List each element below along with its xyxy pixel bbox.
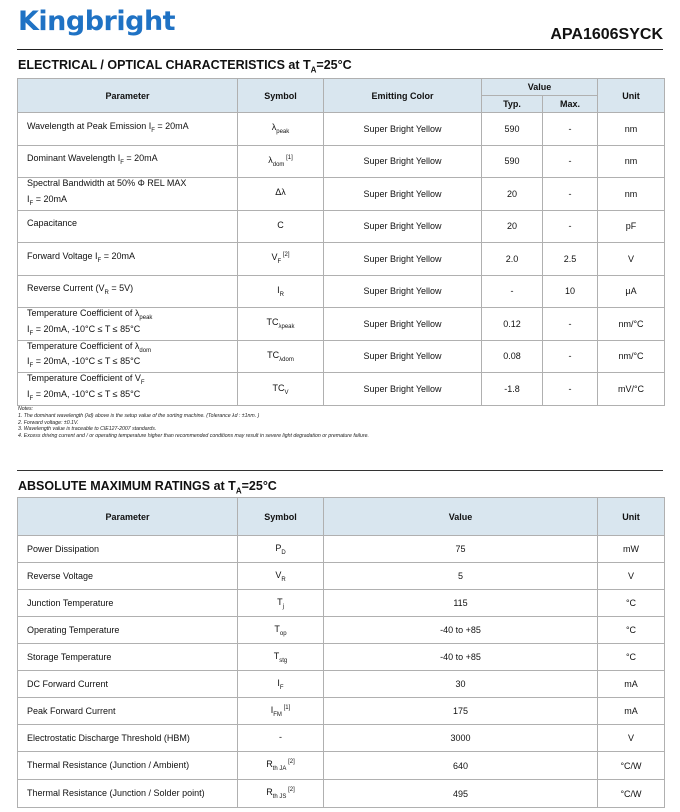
max-value-cell: - (543, 340, 598, 373)
symbol-base: T (274, 623, 280, 634)
value-cell: 115 (324, 590, 598, 617)
parameter-line: Temperature Coefficient of $\lambda_{peak}$ (27, 308, 153, 321)
unit-cell: V (598, 243, 665, 276)
table-row (18, 536, 665, 563)
symbol-subscript: peak (276, 129, 290, 136)
symbol-subscript: j (282, 603, 284, 610)
value-cell: 495 (324, 780, 598, 808)
electrical-optical-table (17, 78, 665, 406)
note-line: 3. Wavelength value is traceable to CIE127-2007 standards. (18, 426, 157, 433)
parameter-cell (18, 178, 238, 211)
value-cell: 3000 (324, 725, 598, 752)
emitting-color-cell: Super Bright Yellow (324, 275, 482, 308)
table-row (18, 698, 665, 725)
table-row (18, 644, 665, 671)
col-header-symbol: Symbol (238, 498, 324, 536)
unit-cell: °C (598, 644, 665, 671)
symbol-base: P (275, 542, 282, 553)
unit-cell: mA (598, 671, 665, 698)
section-divider (17, 470, 663, 471)
parameter-line: Reverse Current $(V_R = 5V)$ (27, 283, 134, 297)
table-row (18, 590, 665, 617)
value-cell: 5 (324, 563, 598, 590)
symbol-subscript: stg (279, 657, 288, 664)
parameter-line: Forward Voltage $I_F = 20mA$ (27, 250, 135, 264)
section-title-absolute-max: ABSOLUTE MAXIMUM RATINGS at $T_A=25^\circ C$ (18, 479, 277, 496)
symbol-cell (238, 210, 324, 243)
parameter-cell: Thermal Resistance (Junction / Solder point) (18, 780, 238, 808)
parameter-cell: Thermal Resistance (Junction / Ambient) (18, 752, 238, 780)
emitting-color-cell: Super Bright Yellow (324, 210, 482, 243)
typ-value-cell: 20 (482, 210, 543, 243)
parameter-cell (18, 308, 238, 341)
symbol-subscript: FM (273, 711, 282, 718)
typ-value-cell: 590 (482, 113, 543, 146)
symbol-base: T (277, 596, 283, 607)
symbol-subscript: th JA (272, 765, 287, 772)
symbol-subscript: F (277, 259, 282, 266)
table-row (18, 752, 665, 780)
value-cell: -40 to +85 (324, 617, 598, 644)
parameter-line: Spectral Bandwidth at 50% Φ REL MAX (27, 178, 187, 188)
table-row (18, 243, 665, 276)
section-title-electrical: ELECTRICAL / OPTICAL CHARACTERISTICS at $T_A=25^\circ C$ (18, 58, 352, 75)
unit-cell: °C (598, 617, 665, 644)
col-header-value: Value (482, 79, 598, 96)
unit-cell: nm/°C (598, 340, 665, 373)
symbol-note-ref: [1] (284, 154, 293, 161)
max-value-cell: - (543, 373, 598, 406)
symbol-base: I (277, 284, 280, 295)
symbol-cell (238, 145, 324, 178)
unit-cell: pF (598, 210, 665, 243)
absolute-max-ratings-table (17, 497, 665, 808)
unit-cell: °C (598, 590, 665, 617)
col-header-parameter: Parameter (18, 498, 238, 536)
unit-cell: mW (598, 536, 665, 563)
symbol-base: Δλ (275, 187, 286, 198)
max-value-cell: - (543, 113, 598, 146)
col-header-unit: Unit (598, 498, 665, 536)
col-header-unit: Unit (598, 79, 665, 113)
parameter-line: Capacitance (27, 218, 78, 229)
table-row (18, 563, 665, 590)
unit-cell: nm (598, 178, 665, 211)
parameter-condition: $I_F = 20mA$, -10°C ≤ T ≤ 85°C (27, 389, 141, 402)
unit-cell: nm (598, 113, 665, 146)
value-cell: -40 to +85 (324, 644, 598, 671)
col-header-parameter: Parameter (18, 79, 238, 113)
emitting-color-cell: Super Bright Yellow (324, 308, 482, 341)
symbol-base: V (275, 569, 282, 580)
parameter-cell (18, 243, 238, 276)
symbol-base: - (279, 731, 282, 742)
parameter-cell: DC Forward Current (18, 671, 238, 698)
symbol-cell (238, 725, 324, 752)
table-row (18, 617, 665, 644)
symbol-base: V (271, 252, 278, 263)
unit-cell: mV/°C (598, 373, 665, 406)
symbol-base: TC (272, 382, 285, 393)
parameter-line: Temperature Coefficient of $\lambda_{dom}$ (27, 340, 152, 354)
emitting-color-cell: Super Bright Yellow (324, 178, 482, 211)
col-header-max: Max. (543, 96, 598, 113)
unit-cell: °C/W (598, 752, 665, 780)
symbol-base: I (270, 704, 274, 715)
unit-cell: μA (598, 275, 665, 308)
symbol-base: C (277, 219, 284, 230)
parameter-cell: Junction Temperature (18, 590, 238, 617)
table-row (18, 308, 665, 341)
brand-logo: Kingbright (18, 6, 176, 37)
unit-cell: mA (598, 698, 665, 725)
max-value-cell: - (543, 178, 598, 211)
parameter-cell: Reverse Voltage (18, 563, 238, 590)
unit-cell: V (598, 725, 665, 752)
parameter-cell (18, 145, 238, 178)
symbol-cell (238, 671, 324, 698)
value-cell: 640 (324, 752, 598, 780)
parameter-cell: Power Dissipation (18, 536, 238, 563)
typ-value-cell: - (482, 275, 543, 308)
table-row (18, 725, 665, 752)
typ-value-cell: 2.0 (482, 243, 543, 276)
typ-value-cell: 0.12 (482, 308, 543, 341)
symbol-subscript: th JS (272, 793, 287, 800)
note-line: 4. Excess driving current and / or operating temperature higher than recommended conditions may result in severe light degradation or premature failure. (18, 433, 369, 440)
parameter-line: Dominant Wavelength $I_F = 20mA$ (27, 153, 158, 167)
emitting-color-cell: Super Bright Yellow (324, 145, 482, 178)
symbol-note-ref: [2] (286, 759, 295, 766)
typ-value-cell: 0.08 (482, 340, 543, 373)
symbol-base: R (266, 759, 273, 770)
table-row (18, 145, 665, 178)
value-cell: 30 (324, 671, 598, 698)
symbol-cell (238, 536, 324, 563)
emitting-color-cell: Super Bright Yellow (324, 243, 482, 276)
table-row (18, 113, 665, 146)
parameter-cell: Storage Temperature (18, 644, 238, 671)
symbol-base: I (277, 677, 280, 688)
symbol-base: λ (268, 154, 273, 165)
table-row (18, 671, 665, 698)
unit-cell: V (598, 563, 665, 590)
parameter-condition: $I_F = 20mA$, -10°C ≤ T ≤ 85°C (27, 356, 141, 370)
value-cell: 75 (324, 536, 598, 563)
symbol-cell (238, 563, 324, 590)
col-header-value: Value (324, 498, 598, 536)
col-header-typ: Typ. (482, 96, 543, 113)
value-cell: 175 (324, 698, 598, 725)
symbol-cell (238, 178, 324, 211)
symbol-cell (238, 590, 324, 617)
symbol-note-ref: [2] (281, 252, 290, 259)
symbol-subscript: V (284, 389, 289, 396)
symbol-cell (238, 243, 324, 276)
note-line: 1. The dominant wavelength (λd) above is the setup value of the sorting machine. (Tolerance λd : ±1nm. ) (18, 412, 260, 419)
parameter-cell (18, 340, 238, 373)
typ-value-cell: -1.8 (482, 373, 543, 406)
symbol-base: TC (266, 317, 279, 328)
symbol-base: T (273, 650, 280, 661)
note-line: 2. Forward voltage: ±0.1V. (18, 419, 79, 426)
parameter-cell (18, 373, 238, 406)
symbol-subscript: λpeak (278, 324, 295, 331)
symbol-cell (238, 780, 324, 808)
symbol-subscript: op (279, 630, 287, 637)
symbol-cell (238, 275, 324, 308)
parameter-condition: $I_F = 20mA$, -10°C ≤ T ≤ 85°C (27, 323, 141, 337)
parameter-cell (18, 210, 238, 243)
symbol-subscript: dom (272, 161, 285, 168)
symbol-note-ref: [2] (286, 787, 295, 794)
unit-cell: °C/W (598, 780, 665, 808)
unit-cell: nm (598, 145, 665, 178)
symbol-cell (238, 373, 324, 406)
symbol-cell (238, 340, 324, 373)
symbol-subscript: λdom (279, 356, 294, 363)
table-notes (18, 406, 369, 440)
max-value-cell: 2.5 (543, 243, 598, 276)
table-row (18, 275, 665, 308)
parameter-cell (18, 113, 238, 146)
col-header-emitting-color: Emitting Color (324, 79, 482, 113)
parameter-cell (18, 275, 238, 308)
symbol-subscript: R (281, 576, 286, 583)
max-value-cell: - (543, 308, 598, 341)
symbol-cell (238, 644, 324, 671)
emitting-color-cell: Super Bright Yellow (324, 340, 482, 373)
max-value-cell: - (543, 145, 598, 178)
symbol-cell (238, 698, 324, 725)
emitting-color-cell: Super Bright Yellow (324, 373, 482, 406)
header-divider (17, 49, 663, 50)
symbol-base: R (266, 787, 273, 798)
symbol-subscript: R (279, 291, 284, 298)
unit-cell: nm/°C (598, 308, 665, 341)
symbol-base: TC (267, 350, 280, 361)
parameter-line: Wavelength at Peak Emission $I_F = 20mA$ (27, 120, 189, 134)
note-line: Notes: (18, 406, 33, 412)
parameter-condition: $I_F = 20mA$ (27, 193, 67, 207)
typ-value-cell: 590 (482, 145, 543, 178)
table-row (18, 373, 665, 406)
table-row (18, 178, 665, 211)
col-header-symbol: Symbol (238, 79, 324, 113)
max-value-cell: - (543, 210, 598, 243)
symbol-cell (238, 308, 324, 341)
parameter-line: Temperature Coefficient of $V_F$ (27, 373, 145, 387)
table-row (18, 340, 665, 373)
symbol-subscript: D (281, 549, 286, 556)
symbol-cell (238, 617, 324, 644)
part-number: APA1606SYCK (550, 26, 663, 43)
table-row (18, 780, 665, 808)
symbol-note-ref: [1] (281, 704, 291, 711)
table-row (18, 210, 665, 243)
parameter-cell: Operating Temperature (18, 617, 238, 644)
symbol-cell (238, 752, 324, 780)
symbol-cell (238, 113, 324, 146)
typ-value-cell: 20 (482, 178, 543, 211)
symbol-base: λ (271, 122, 277, 133)
parameter-cell: Electrostatic Discharge Threshold (HBM) (18, 725, 238, 752)
emitting-color-cell: Super Bright Yellow (324, 113, 482, 146)
max-value-cell: 10 (543, 275, 598, 308)
parameter-cell: Peak Forward Current (18, 698, 238, 725)
symbol-subscript: F (279, 684, 284, 691)
